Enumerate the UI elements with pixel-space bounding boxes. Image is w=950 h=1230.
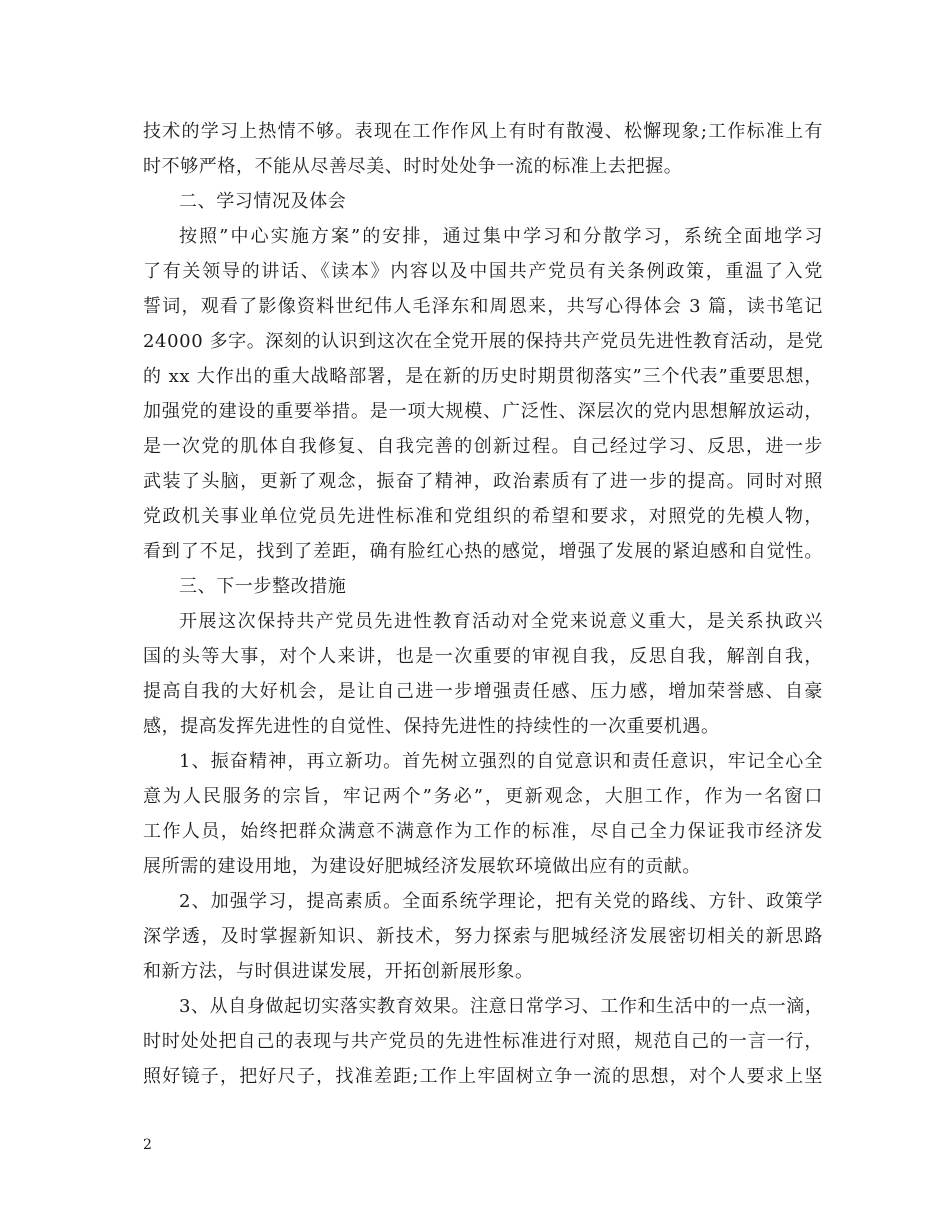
text-line: 武装了头脑，更新了观念，振奋了精神，政治素质有了进一步的提高。同时对照 [143,471,823,492]
section-heading: 三、下一步整改措施 [179,576,347,597]
text-line: 誓词，观看了影像资料世纪伟人毛泽东和周恩来，共写心得体会 3 篇，读书笔记 [143,296,823,317]
text-line: 提高自我的大好机会，是让自己进一步增强责任感、压力感，增加荣誉感、自豪 [143,681,823,702]
text-line: 展所需的建设用地，为建设好肥城经济发展软环境做出应有的贡献。 [143,856,701,877]
text-line: 按照”中心实施方案”的安排，通过集中学习和分散学习，系统全面地学习 [179,226,823,247]
text-line: 2、加强学习，提高素质。全面系统学理论，把有关党的路线、方针、政策学 [179,891,823,912]
text-line: 党政机关事业单位党员先进性标准和党组织的希望和要求，对照党的先模人物， [143,506,823,527]
text-line: 1、振奋精神，再立新功。首先树立强烈的自觉意识和责任意识，牢记全心全 [179,751,823,772]
text-line: 感，提高发挥先进性的自觉性、保持先进性的持续性的一次重要机遇。 [143,716,720,737]
text-line: 的 xx 大作出的重大战略部署，是在新的历史时期贯彻落实”三个代表”重要思想， [143,366,823,387]
document-body [143,114,823,1094]
text-line: 照好镜子，把好尺子，找准差距;工作上牢固树立争一流的思想，对个人要求上坚 [143,1066,823,1087]
text-line: 是一次党的肌体自我修复、自我完善的创新过程。自己经过学习、反思，进一步 [143,436,823,457]
page-number: 2 [143,1137,152,1153]
text-line: 国的头等大事，对个人来讲，也是一次重要的审视自我，反思自我，解剖自我， [143,646,823,667]
text-line: 和新方法，与时俱进谋发展，开拓创新展形象。 [143,961,534,982]
section-heading: 二、学习情况及体会 [179,191,347,212]
text-line: 工作人员，始终把群众满意不满意作为工作的标准，尽自己全力保证我市经济发 [143,821,823,842]
text-line: 时时处处把自己的表现与共产党员的先进性标准进行对照，规范自己的一言一行， [143,1031,823,1052]
text-line: 了有关领导的讲话、《读本》内容以及中国共产党员有关条例政策，重温了入党 [143,261,823,282]
text-line: 看到了不足，找到了差距，确有脸红心热的感觉，增强了发展的紧迫感和自觉性。 [143,541,823,562]
text-line: 意为人民服务的宗旨，牢记两个”务必”，更新观念，大胆工作，作为一名窗口 [143,786,823,807]
text-line: 深学透，及时掌握新知识、新技术，努力探索与肥城经济发展密切相关的新思路 [143,926,823,947]
text-line: 时不够严格，不能从尽善尽美、时时处处争一流的标准上去把握。 [143,156,683,177]
text-line: 技术的学习上热情不够。表现在工作作风上有时有散漫、松懈现象;工作标准上有 [143,121,823,142]
text-line: 24000 多字。深刻的认识到这次在全党开展的保持共产党员先进性教育活动，是党 [143,331,823,352]
text-line: 加强党的建设的重要举措。是一项大规模、广泛性、深层次的党内思想解放运动， [143,401,823,422]
text-line: 3、从自身做起切实落实教育效果。注意日常学习、工作和生活中的一点一滴， [179,996,823,1017]
text-line: 开展这次保持共产党员先进性教育活动对全党来说意义重大，是关系执政兴 [179,611,823,632]
